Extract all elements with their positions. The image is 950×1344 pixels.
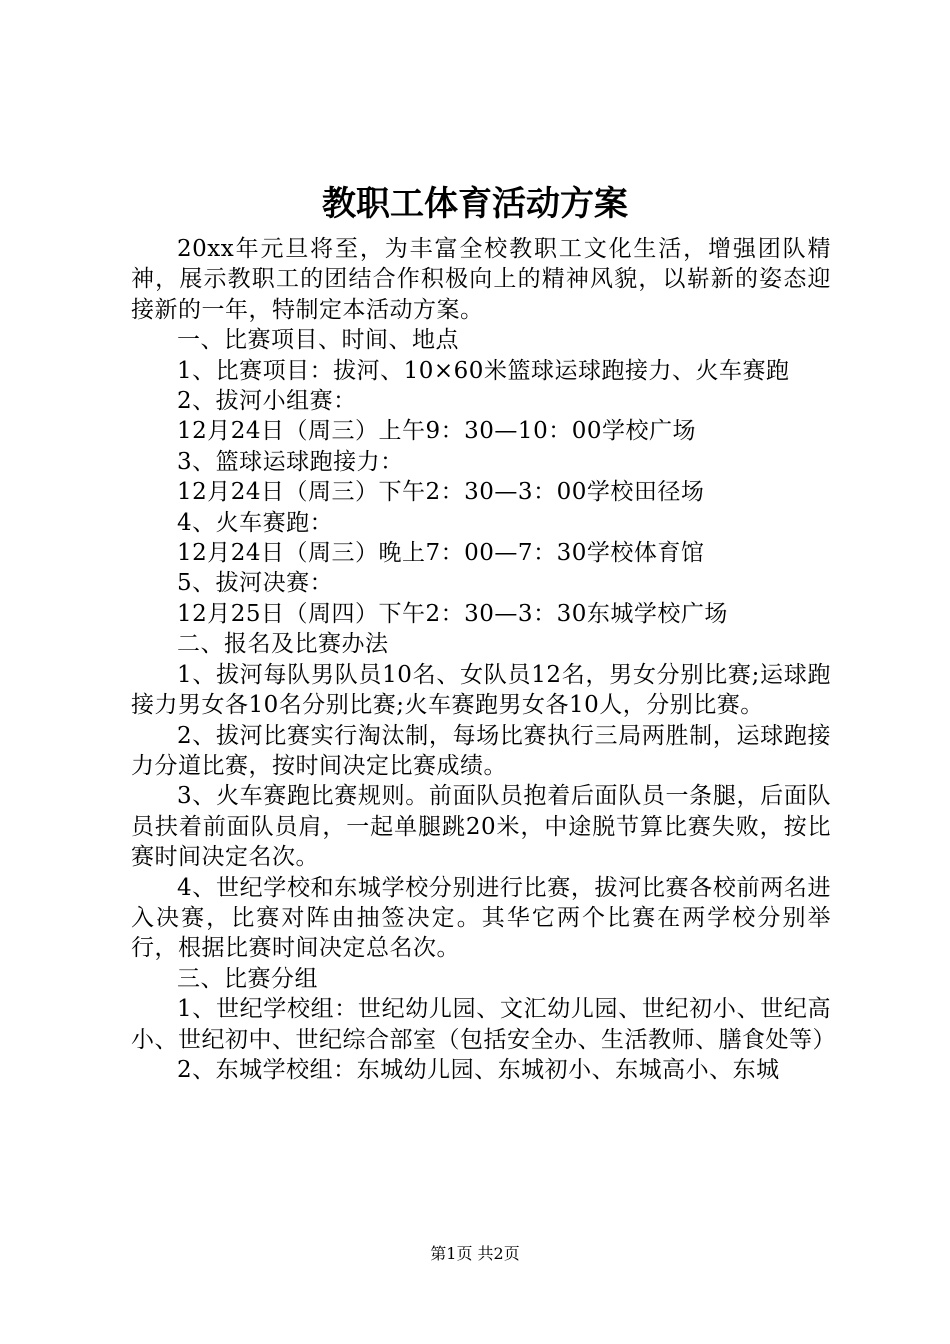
group-paragraph: 2、东城学校组：东城幼儿园、东城初小、东城高小、东城 <box>177 1056 780 1083</box>
section-heading-2: 二、报名及比赛办法 <box>177 631 389 658</box>
schedule-line: 12月24日（周三）晚上7：00—7：30学校体育馆 <box>177 540 705 567</box>
schedule-line: 12月24日（周三）下午2：30—3：00学校田径场 <box>177 479 705 506</box>
schedule-line: 12月24日（周三）上午9：30—10：00学校广场 <box>177 418 696 445</box>
section-heading-1: 一、比赛项目、时间、地点 <box>177 327 459 354</box>
page-footer: 第1页 共2页 <box>430 1244 520 1263</box>
rule-paragraph: 3、火车赛跑比赛规则。前面队员抱着后面队员一条腿，后面队员扶着前面队员肩，一起单腿跳20米，中途脱节算比赛失败，按比赛时间决定名次。 <box>131 783 831 871</box>
document-body <box>131 234 836 1085</box>
rule-paragraph: 1、拔河每队男队员10名、女队员12名，男女分别比赛;运球跑接力男女各10名分别比赛;火车赛跑男女各10人，分别比赛。 <box>131 661 831 719</box>
list-item: 2、拔河小组赛： <box>177 388 357 415</box>
group-paragraph: 1、世纪学校组：世纪幼儿园、文汇幼儿园、世纪初小、世纪高小、世纪初中、世纪综合部室（包括安全办、生活教师、膳食处等） <box>131 996 836 1053</box>
list-item: 3、篮球运球跑接力： <box>177 448 404 475</box>
list-item: 4、火车赛跑： <box>177 509 334 536</box>
rule-paragraph: 2、拔河比赛实行淘汰制，每场比赛执行三局两胜制，运球跑接力分道比赛，按时间决定比赛成绩。 <box>131 722 831 779</box>
schedule-line: 12月25日（周四）下午2：30—3：30东城学校广场 <box>177 600 728 627</box>
section-heading-3: 三、比赛分组 <box>177 965 318 992</box>
intro-paragraph: 20xx年元旦将至，为丰富全校教职工文化生活，增强团队精神，展示教职工的团结合作积极向上的精神风貌，以崭新的姿态迎接新的一年，特制定本活动方案。 <box>131 236 831 323</box>
document-title: 教职工体育活动方案 <box>322 184 628 224</box>
rule-paragraph: 4、世纪学校和东城学校分别进行比赛，拔河比赛各校前两名进入决赛，比赛对阵由抽签决定。其华它两个比赛在两学校分别举行，根据比赛时间决定总名次。 <box>131 874 831 962</box>
list-item: 5、拔河决赛： <box>177 570 334 597</box>
list-item: 1、比赛项目：拔河、10×60米篮球运球跑接力、火车赛跑 <box>177 357 790 384</box>
